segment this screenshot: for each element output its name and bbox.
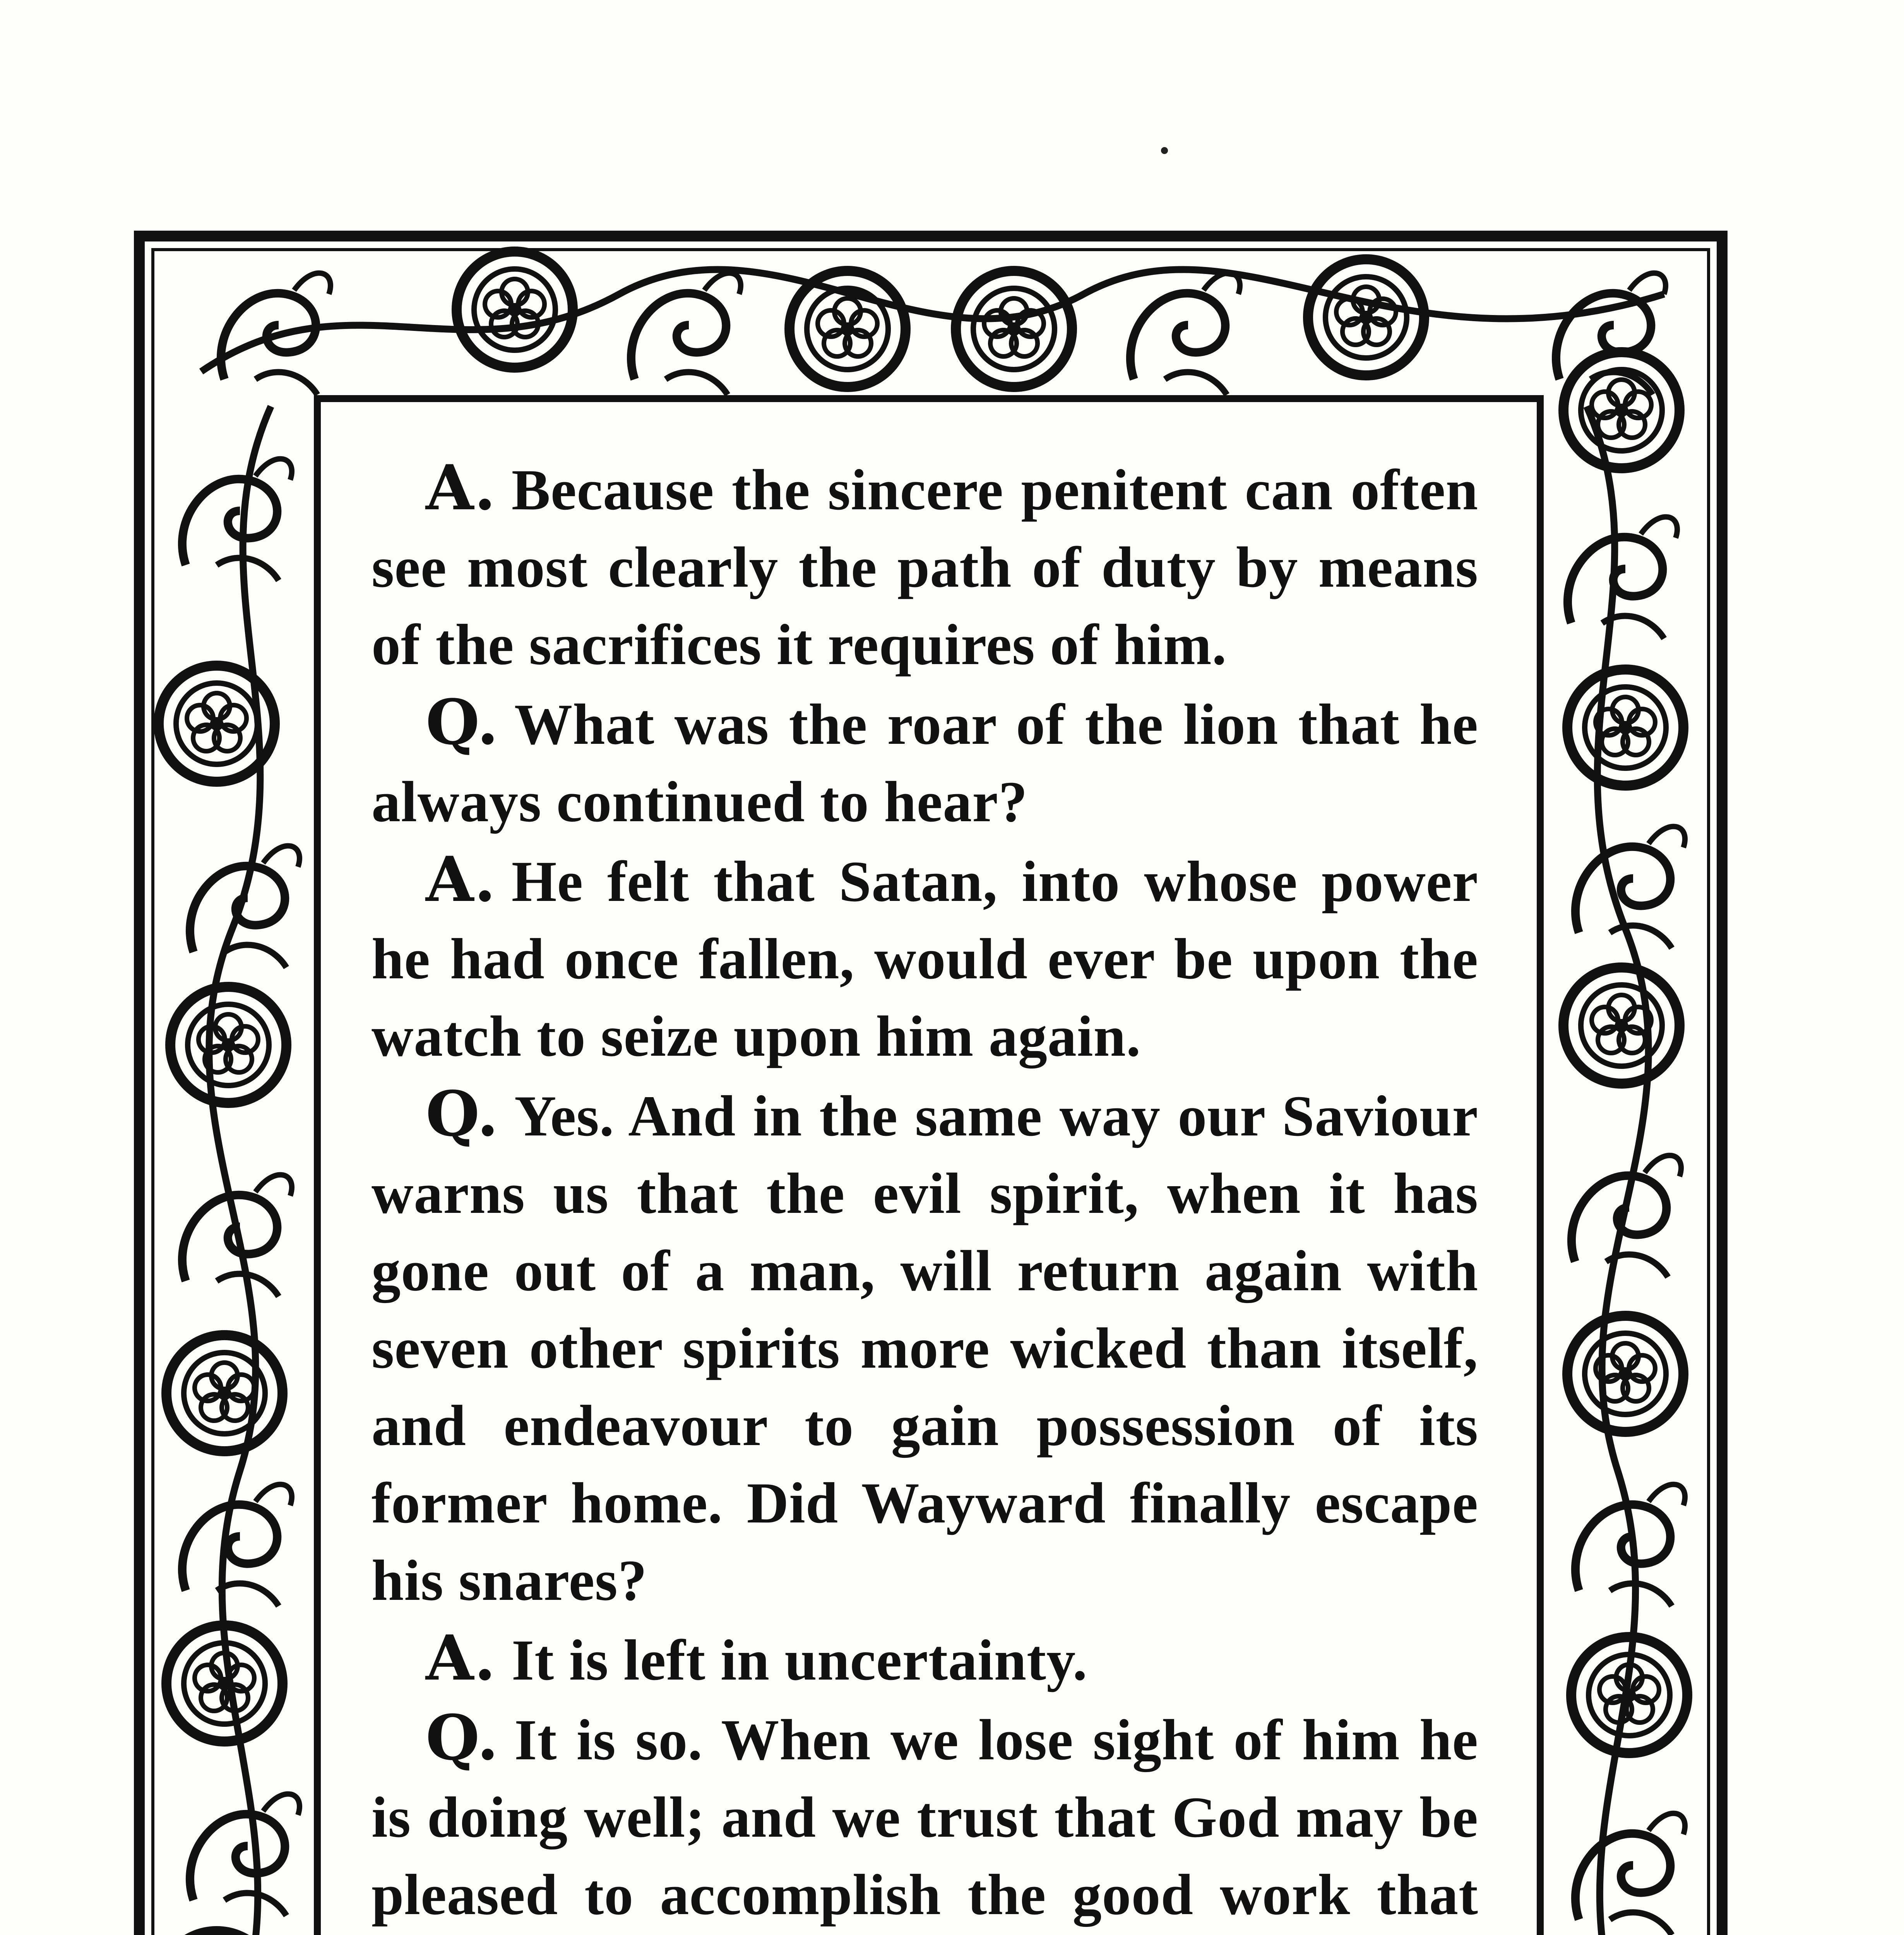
speaker-initial: A. — [426, 1622, 496, 1694]
paragraph-text: Yes. And in the same way our Saviour warns us that the evil spirit, when it has gone out of a man, will return again with seven other spirits more wicked than itself, and endeavour to gain possession of its former home. Did Wayward finally escape his snares? — [372, 1084, 1478, 1613]
paragraph-answer-2 — [372, 841, 1478, 1075]
paragraph-text: What was the roar of the lion that he always continued to hear? — [372, 692, 1478, 834]
paragraph-text: Because the sincere penitent can often see most clearly the path of duty by means of the sacrifices it requires of him. — [372, 458, 1478, 677]
border-left-band — [159, 406, 300, 1935]
paragraph-answer-3 — [372, 1619, 1478, 1699]
paragraph-text: It is so. When we lose sight of him he is doing well; and we trust that God may be pleased to accomplish the good work that — [372, 1708, 1478, 1927]
border-right-band — [1556, 352, 1687, 1935]
paragraph-text: He felt that Satan, into whose power he had once fallen, would ever be upon the watch to seize upon him again. — [372, 849, 1478, 1069]
speaker-initial: Q. — [426, 686, 499, 759]
paragraph-text: It is left in uncertainty. — [511, 1628, 1088, 1692]
paragraph-question-3 — [372, 1699, 1478, 1935]
text-panel — [372, 449, 1478, 1935]
paragraph-question-1 — [372, 683, 1478, 841]
paragraph-question-2 — [372, 1075, 1478, 1619]
speaker-initial: A. — [426, 451, 496, 524]
paragraph-answer-1 — [372, 449, 1478, 683]
ink-speck — [1161, 147, 1168, 154]
speaker-initial: Q. — [426, 1701, 499, 1774]
speaker-initial: A. — [426, 843, 496, 916]
border-top-band — [201, 252, 1666, 395]
speaker-initial: Q. — [426, 1077, 499, 1150]
